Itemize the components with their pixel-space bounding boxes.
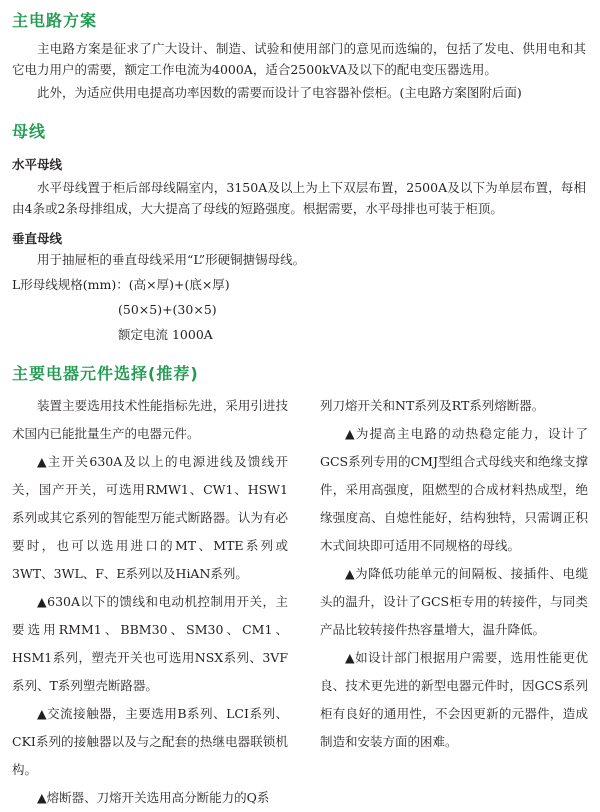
left-paragraph-contactor: ▲交流接触器，主要选用B系列、LCI系列、CKI系列的接触器以及与之配套的热继电器联锁机构。	[12, 706, 288, 777]
horizontal-busbar-paragraph: 水平母线置于柜后部母线隔室内，3150A及以上为上下双层布置，2500A及以下为单层布置，每相由4条或2条母排组成，大大提高了母线的短路强度。根据需要，水平母排也可装于柜顶。	[12, 180, 586, 216]
horizontal-busbar-subheading: 水平母线	[12, 157, 63, 172]
main-circuit-paragraph-1: 主电路方案是征求了广大设计、制造、试验和使用部门的意见而选编的，包括了发电、供用电和其它电力用户的需要，额定工作电流为4000A，适合2500kVA及以下的配电变压器选用。	[12, 41, 586, 77]
left-paragraph-intro: 装置主要选用技术性能指标先进，采用引进技术国内已能批量生产的电器元件。	[12, 398, 288, 441]
left-paragraph-fuse: ▲熔断器、刀熔开关选用高分断能力的Q系	[37, 790, 270, 805]
right-paragraph-fuse-continued: 列刀熔开关和NT系列及RT系列熔断器。	[320, 398, 545, 413]
left-column	[12, 392, 288, 812]
main-circuit-heading: 主电路方案	[12, 11, 98, 30]
busbar-spec-line-2: (50×5)+(30×5)	[118, 302, 217, 317]
vertical-busbar-paragraph: 用于抽屉柜的垂直母线采用“L”形硬铜搪锡母线。	[37, 252, 306, 267]
busbar-heading: 母线	[12, 122, 47, 141]
busbar-spec-line-1: L形母线规格(mm)：(高×厚)+(底×厚)	[12, 277, 230, 292]
right-paragraph-new-components: ▲如设计部门根据用户需要，选用性能更优良、技术更先进的新型电器元件时，因GCS系列柜有良好的通用性，不会因更新的元器件，造成制造和安装方面的困难。	[320, 650, 588, 749]
vertical-busbar-subheading: 垂直母线	[12, 231, 63, 246]
left-paragraph-feeder-switch: ▲630A以下的馈线和电动机控制用开关，主要选用RMM1、BBM30、SM30、CM1、HSM1系列，塑壳开关也可选用NSX系列、3VF系列、T系列塑壳断路器。	[12, 594, 288, 693]
main-components-heading: 主要电器元件选择(推荐)	[12, 364, 199, 383]
left-paragraph-main-switch: ▲主开关630A及以上的电源进线及馈线开关，国产开关，可选用RMW1、CW1、HSW1系列或其它系列的智能型万能式断路器。认为有必要时，也可以选用进口的MT、MTE系列或3WT、3WL、F、E系列以及HiAN系列。	[12, 454, 288, 581]
main-circuit-paragraph-2: 此外，为适应供用电提高功率因数的需要而设计了电容器补偿柜。(主电路方案图附后面)	[37, 85, 522, 100]
right-paragraph-busbar-clamp: ▲为提高主电路的动热稳定能力，设计了GCS系列专用的CMJ型组合式母线夹和绝缘支撑件，采用高强度，阻燃型的合成材料热成型，绝缘强度高、自熄性能好，结构独特，只需调正积木式间块即可适用不同规格的母线。	[320, 426, 588, 553]
busbar-spec-rated-current: 额定电流 1000A	[118, 327, 213, 342]
right-paragraph-adapter: ▲为降低功能单元的间隔板、接插件、电缆头的温升，设计了GCS柜专用的转接件，与同类产品比较转接件热容量增大，温升降低。	[320, 566, 588, 637]
right-column	[320, 392, 588, 756]
